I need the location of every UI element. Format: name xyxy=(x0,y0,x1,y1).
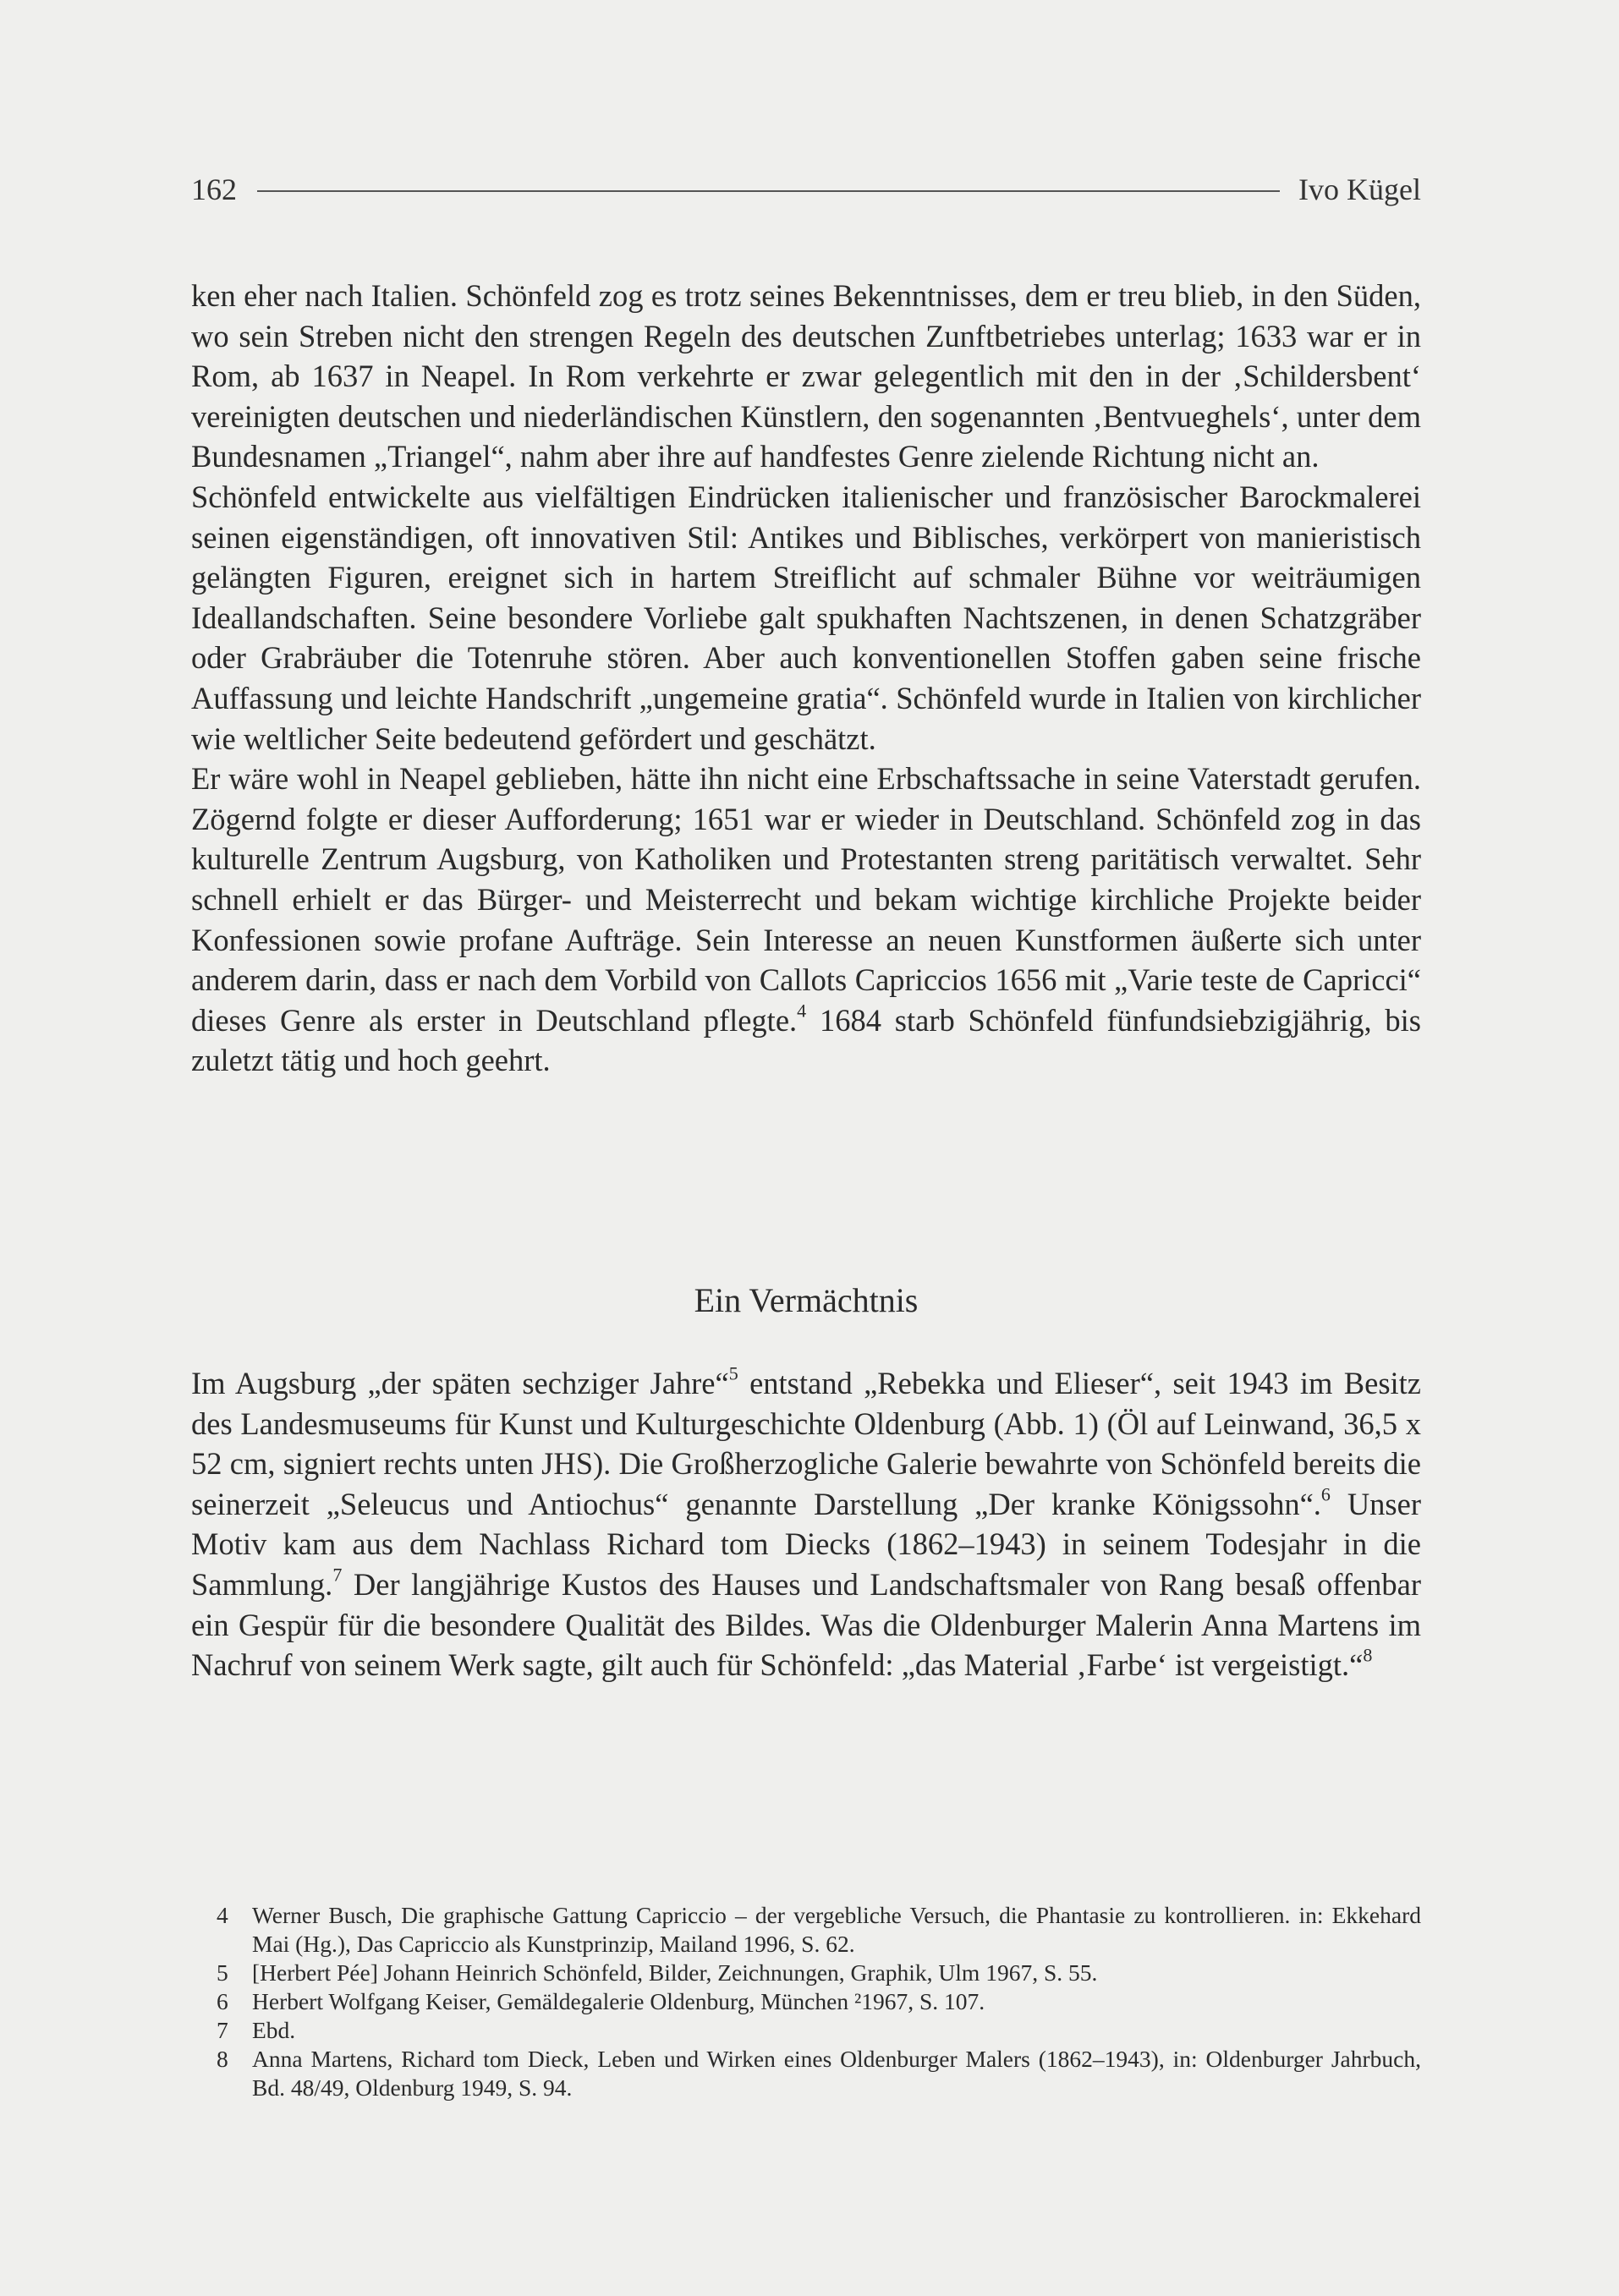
footnote-ref-4: 4 xyxy=(797,1000,807,1022)
footnotes xyxy=(217,1901,1421,2102)
body-text-section-1 xyxy=(191,276,1421,1081)
footnote-number: 4 xyxy=(217,1902,228,1928)
footnote-ref-7: 7 xyxy=(332,1564,343,1586)
footnote-4 xyxy=(217,1901,1421,1959)
paragraph-4 xyxy=(191,1363,1421,1685)
paragraph-4-text-2: entstand „Rebekka und Elieser“, seit 1943 im Besitz des Landesmuseums für Kunst und Kulturgeschichte Oldenburg (Abb. 1) (Öl auf Leinwand, 36,5 x 52 cm, signiert rechts unten JHS). Die Großherzogliche Galerie bewahrte von Schönfeld bereits die seinerzeit „Seleucus und Antiochus“ genannte Darstellung „Der kranke Königssohn“. xyxy=(191,1366,1422,1521)
footnote-text: Ebd. xyxy=(252,2017,296,2043)
paragraph-4-text-3: Unser Motiv kam aus dem Nachlass Richard tom Diecks (1862–1943) in seinem Todesjahr in die Sammlung. xyxy=(191,1486,1421,1602)
footnote-text: Herbert Wolfgang Keiser, Gemäldegalerie Oldenburg, München ²1967, S. 107. xyxy=(252,1988,985,2014)
paragraph-1: ken eher nach Italien. Schönfeld zog es trotz seines Bekenntnisses, dem er treu blieb, in den Süden, wo sein Streben nicht den strengen Regeln des deutschen Zunftbetriebes unterlag; 1633 war er in Rom, ab 1637 in Neapel. In Rom verkehrte er zwar gelegentlich mit den in der ‚Schildersbent‘ vereinigten deutschen und niederländischen Künstlern, den sogenannten ‚Bentvueghels‘, unter dem Bundesnamen „Triangel“, nahm aber ihre auf handfestes Genre zielende Richtung nicht an. xyxy=(191,278,1421,474)
paragraph-3-text-a: Er wäre wohl in Neapel geblieben, hätte ihn nicht eine Erbschaftssache in seine Vaterstadt gerufen. Zögernd folgte er dieser Aufforderung; 1651 war er wieder in Deutschland. Schönfeld zog in das kulturelle Zentrum Augsburg, von Katholiken und Protestanten streng paritätisch verwaltet. Sehr schnell erhielt er das Bürger- und Meisterrecht und bekam wichtige kirchliche Projekte beider Konfessionen sowie profane Aufträge. Sein Interesse an neuen Kunstformen äußerte sich unter anderem darin, dass er nach dem Vorbild von Callots Capriccios 1656 mit „Varie teste de Capricci“ dieses Genre als erster in Deutschland pflegte. xyxy=(191,761,1421,1038)
footnote-ref-8: 8 xyxy=(1363,1644,1373,1666)
footnote-text: Anna Martens, Richard tom Dieck, Leben und Wirken eines Oldenburger Malers (1862–1943), in: Oldenburger Jahrbuch, Bd. 48/49, Oldenburg 1949, S. 94. xyxy=(252,2046,1421,2101)
paragraph-2: Schönfeld entwickelte aus vielfältigen Eindrücken italienischer und französischer Barockmalerei seinen eigenständigen, oft innovativen Stil: Antikes und Biblisches, verkörpert von manieristisch gelängten Figuren, ereignet sich in hartem Streiflicht auf schmaler Bühne vor weiträumigen Ideallandschaften. Seine besondere Vorliebe galt spukhaften Nachtszenen, in denen Schatzgräber oder Grabräuber die Totenruhe stören. Aber auch konventionellen Stoffen gaben seine frische Auffassung und leichte Handschrift „ungemeine gratia“. Schönfeld wurde in Italien von kirchlicher wie weltlicher Seite bedeutend gefördert und geschätzt. xyxy=(191,479,1421,756)
footnote-6 xyxy=(217,1987,1421,2016)
paragraph-4-text-4: Der langjährige Kustos des Hauses und Landschaftsmaler von Rang besaß offenbar ein Gespür für die besondere Qualität des Bildes. Was die Oldenburger Malerin Anna Martens im Nachruf von seinem Werk sagte, gilt auch für Schönfeld: „das Material ‚Farbe‘ ist vergeistigt.“ xyxy=(191,1566,1421,1683)
footnote-number: 6 xyxy=(217,1988,228,2014)
body-text-section-2 xyxy=(191,1363,1421,1685)
header-rule xyxy=(257,190,1280,192)
footnote-number: 8 xyxy=(217,2046,228,2072)
footnote-5 xyxy=(217,1959,1421,1987)
running-head-author: Ivo Kügel xyxy=(1298,173,1421,206)
footnote-number: 7 xyxy=(217,2017,228,2043)
paragraph-3 xyxy=(191,759,1421,1081)
footnote-text: Werner Busch, Die graphische Gattung Capriccio – der vergebliche Versuch, die Phantasie zu kontrollieren. in: Ekkehard Mai (Hg.), Das Capriccio als Kunstprinzip, Mailand 1996, S. 62. xyxy=(252,1902,1421,1957)
footnote-text: [Herbert Pée] Johann Heinrich Schönfeld, Bilder, Zeichnungen, Graphik, Ulm 1967, S. 55. xyxy=(252,1959,1098,1986)
paragraph-4-text-1: Im Augsburg „der späten sechziger Jahre“ xyxy=(191,1366,729,1400)
page-number: 162 xyxy=(191,173,237,206)
footnote-7 xyxy=(217,2016,1421,2045)
footnote-ref-5: 5 xyxy=(728,1362,738,1384)
footnote-ref-6: 6 xyxy=(1320,1483,1331,1505)
footnote-8 xyxy=(217,2045,1421,2102)
section-heading: Ein Vermächtnis xyxy=(694,1281,919,1319)
footnote-number: 5 xyxy=(217,1959,228,1986)
paragraph-3-text-b: 1684 starb Schönfeld fünfundsiebzigjährig, bis zuletzt tätig und hoch geehrt. xyxy=(191,1002,1421,1078)
page-header xyxy=(191,166,1421,213)
